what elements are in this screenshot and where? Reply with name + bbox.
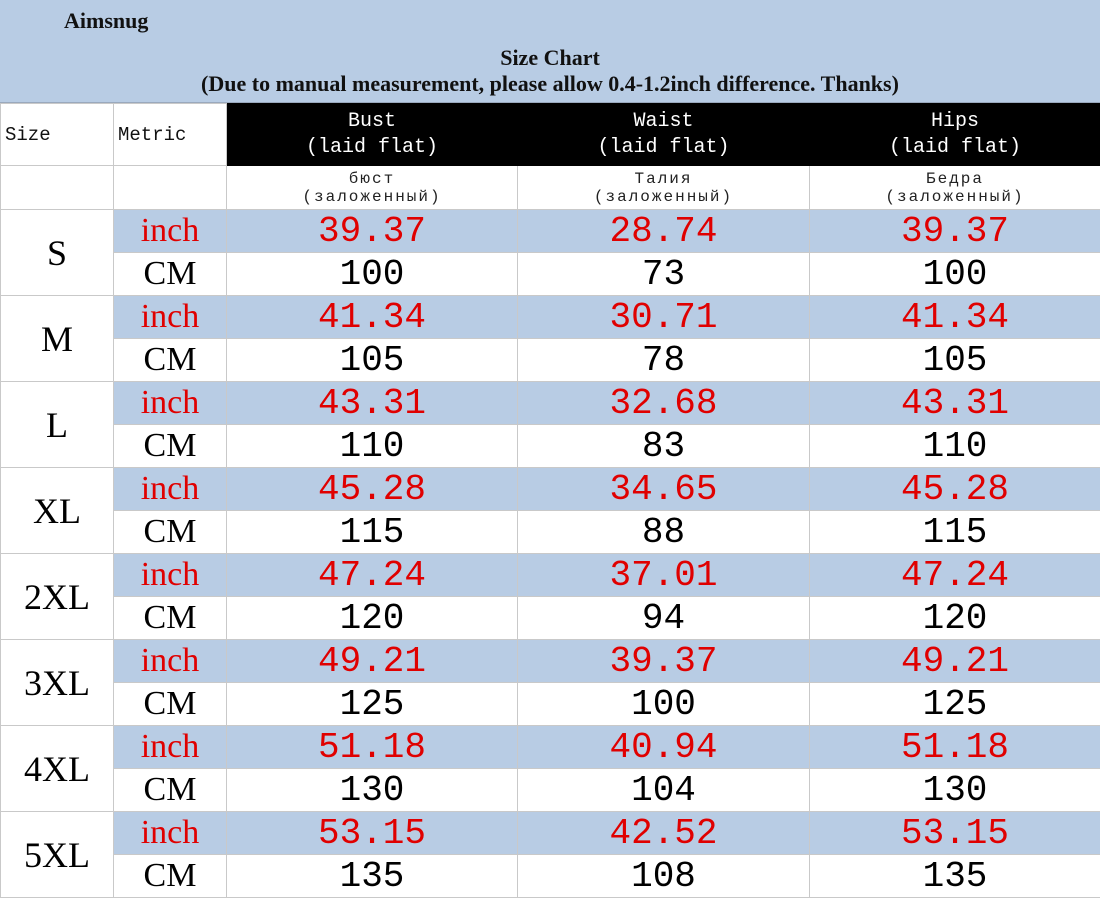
- bust-cm-value: 135: [227, 855, 518, 898]
- metric-cm-label: CM: [114, 425, 227, 468]
- hips-inch-value: 51.18: [810, 726, 1100, 769]
- size-label: 3XL: [1, 640, 114, 726]
- size-row-inch: [1, 382, 1100, 425]
- hips-column-header: [810, 104, 1100, 166]
- size-label: M: [1, 296, 114, 382]
- hips-inch-value: 41.34: [810, 296, 1100, 339]
- hips-russian-label: Бедра: [925, 169, 984, 188]
- bust-header-label: Bust: [347, 109, 396, 133]
- waist-cm-value: 108: [518, 855, 810, 898]
- bust-inch-value: 49.21: [227, 640, 518, 683]
- bust-inch-value: 45.28: [227, 468, 518, 511]
- metric-cm-label: CM: [114, 855, 227, 898]
- bust-inch-value: 53.15: [227, 812, 518, 855]
- metric-cm-label: CM: [114, 597, 227, 640]
- empty-header-cell: [1, 166, 114, 210]
- waist-cm-value: 83: [518, 425, 810, 468]
- size-label: S: [1, 210, 114, 296]
- waist-inch-value: 32.68: [518, 382, 810, 425]
- waist-cm-value: 78: [518, 339, 810, 382]
- bust-russian-label: бюст: [348, 169, 396, 188]
- bust-cm-value: 100: [227, 253, 518, 296]
- bust-inch-value: 41.34: [227, 296, 518, 339]
- hips-russian-sublabel: (заложенный): [885, 187, 1025, 206]
- size-row-cm: [1, 769, 1100, 812]
- brand-logo-text: Aimsnug: [64, 8, 149, 33]
- hips-cm-value: 125: [810, 683, 1100, 726]
- hips-cm-value: 110: [810, 425, 1100, 468]
- metric-cm-label: CM: [114, 511, 227, 554]
- hips-inch-value: 45.28: [810, 468, 1100, 511]
- waist-russian-label: Талия: [634, 169, 693, 188]
- metric-cm-label: CM: [114, 769, 227, 812]
- metric-inch-label: inch: [114, 554, 227, 597]
- size-row-inch: [1, 554, 1100, 597]
- waist-cm-value: 104: [518, 769, 810, 812]
- bust-inch-value: 43.31: [227, 382, 518, 425]
- bust-inch-value: 47.24: [227, 554, 518, 597]
- size-table: [0, 103, 1100, 898]
- waist-inch-value: 40.94: [518, 726, 810, 769]
- metric-inch-label: inch: [114, 210, 227, 253]
- bust-header-sublabel: (laid flat): [305, 135, 439, 159]
- metric-inch-label: inch: [114, 640, 227, 683]
- bust-cm-value: 125: [227, 683, 518, 726]
- waist-cm-value: 100: [518, 683, 810, 726]
- hips-cm-value: 100: [810, 253, 1100, 296]
- bust-cm-value: 105: [227, 339, 518, 382]
- size-row-cm: [1, 597, 1100, 640]
- hips-cm-value: 120: [810, 597, 1100, 640]
- title-banner: [0, 0, 1100, 103]
- metric-inch-label: inch: [114, 468, 227, 511]
- hips-header-label: Hips: [930, 109, 979, 133]
- metric-inch-label: inch: [114, 296, 227, 339]
- size-row-cm: [1, 253, 1100, 296]
- bust-cm-value: 110: [227, 425, 518, 468]
- size-label: 5XL: [1, 812, 114, 898]
- hips-header-sublabel: (laid flat): [888, 135, 1022, 159]
- hips-inch-value: 49.21: [810, 640, 1100, 683]
- size-label: L: [1, 382, 114, 468]
- waist-inch-value: 34.65: [518, 468, 810, 511]
- bust-inch-value: 39.37: [227, 210, 518, 253]
- empty-header-cell: [114, 166, 227, 210]
- metric-column-header: Metric: [114, 104, 227, 166]
- hips-russian-header: [810, 166, 1100, 210]
- size-row-cm: [1, 855, 1100, 898]
- size-label: 4XL: [1, 726, 114, 812]
- bust-cm-value: 130: [227, 769, 518, 812]
- metric-cm-label: CM: [114, 253, 227, 296]
- hips-inch-value: 47.24: [810, 554, 1100, 597]
- waist-inch-value: 37.01: [518, 554, 810, 597]
- size-row-inch: [1, 296, 1100, 339]
- size-row-inch: [1, 468, 1100, 511]
- size-column-header: Size: [1, 104, 114, 166]
- waist-cm-value: 88: [518, 511, 810, 554]
- size-row-cm: [1, 683, 1100, 726]
- russian-header-row: [1, 166, 1100, 210]
- hips-cm-value: 105: [810, 339, 1100, 382]
- size-row-inch: [1, 812, 1100, 855]
- waist-cm-value: 94: [518, 597, 810, 640]
- hips-inch-value: 43.31: [810, 382, 1100, 425]
- size-row-cm: [1, 425, 1100, 468]
- metric-cm-label: CM: [114, 339, 227, 382]
- size-label: 2XL: [1, 554, 114, 640]
- size-row-cm: [1, 511, 1100, 554]
- hips-inch-value: 39.37: [810, 210, 1100, 253]
- waist-inch-value: 42.52: [518, 812, 810, 855]
- bust-inch-value: 51.18: [227, 726, 518, 769]
- size-row-inch: [1, 726, 1100, 769]
- size-label: XL: [1, 468, 114, 554]
- hips-cm-value: 130: [810, 769, 1100, 812]
- header-row: [1, 104, 1100, 166]
- chart-title: Size Chart: [500, 45, 600, 70]
- waist-column-header: [518, 104, 810, 166]
- bust-cm-value: 120: [227, 597, 518, 640]
- measurement-note: (Due to manual measurement, please allow 0.4-1.2inch difference. Thanks): [201, 71, 899, 96]
- hips-cm-value: 115: [810, 511, 1100, 554]
- size-row-inch: [1, 640, 1100, 683]
- metric-inch-label: inch: [114, 726, 227, 769]
- waist-cm-value: 73: [518, 253, 810, 296]
- hips-cm-value: 135: [810, 855, 1100, 898]
- waist-inch-value: 39.37: [518, 640, 810, 683]
- waist-header-sublabel: (laid flat): [597, 135, 730, 159]
- metric-cm-label: CM: [114, 683, 227, 726]
- waist-russian-header: [518, 166, 810, 210]
- hips-inch-value: 53.15: [810, 812, 1100, 855]
- metric-inch-label: inch: [114, 812, 227, 855]
- size-row-inch: [1, 210, 1100, 253]
- waist-header-label: Waist: [633, 109, 694, 133]
- waist-inch-value: 28.74: [518, 210, 810, 253]
- metric-inch-label: inch: [114, 382, 227, 425]
- bust-cm-value: 115: [227, 511, 518, 554]
- size-row-cm: [1, 339, 1100, 382]
- bust-russian-sublabel: (заложенный): [302, 187, 442, 206]
- bust-russian-header: [227, 166, 518, 210]
- waist-inch-value: 30.71: [518, 296, 810, 339]
- bust-column-header: [227, 104, 518, 166]
- waist-russian-sublabel: (заложенный): [593, 187, 734, 206]
